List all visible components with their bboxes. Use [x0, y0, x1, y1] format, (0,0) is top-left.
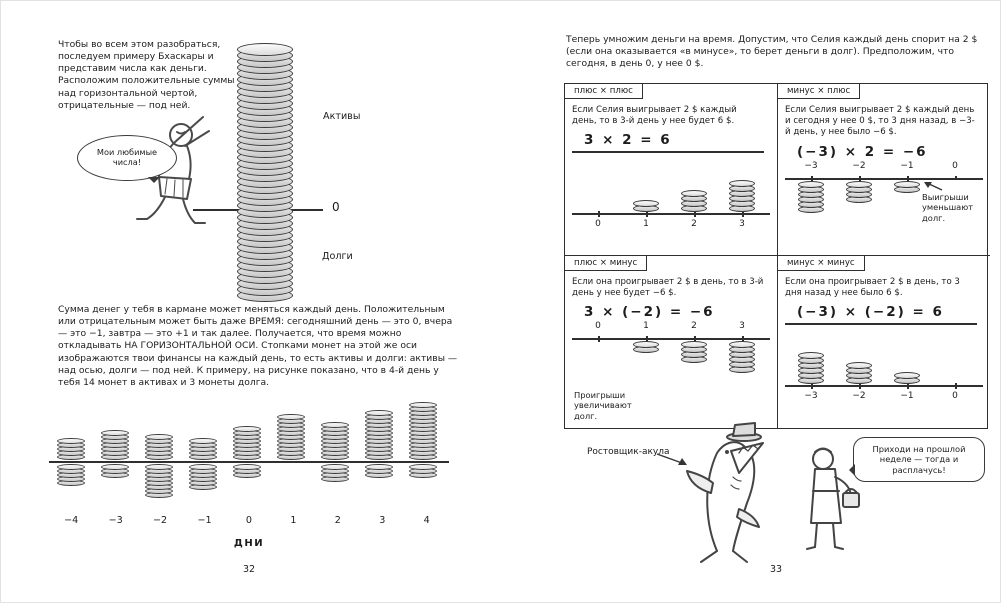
- days-coin-chart: [49, 397, 449, 505]
- tick-label: −2: [852, 391, 866, 402]
- tick-label: 3: [739, 219, 745, 230]
- tick-label: 0: [595, 219, 601, 230]
- coin-stack: [729, 180, 755, 212]
- axis-tick: [598, 211, 600, 217]
- coin-chart: [785, 327, 983, 405]
- equation: (−3) × (−2) = 6: [797, 304, 944, 321]
- tick-label: −1: [900, 391, 914, 402]
- panel-header-chip: [778, 84, 860, 99]
- panel-text: Если она проигрывает 2 $ в день, то 3 дня назад у нее было 6 $.: [785, 277, 960, 299]
- tick-label: 0: [952, 391, 958, 402]
- panel-header-chip: [565, 256, 647, 271]
- coin-stack: [237, 43, 293, 302]
- speech-bubble-debtor: [853, 437, 985, 482]
- day-tick-label: −4: [64, 515, 79, 526]
- coin-stack: [321, 464, 349, 482]
- days-axis-caption: ДНИ: [233, 538, 265, 549]
- coin-stack: [798, 352, 824, 384]
- panel-note: [574, 390, 652, 421]
- axis-tick: [598, 336, 600, 342]
- panel-header-text: минус × минус: [787, 258, 855, 268]
- panel-note: [922, 180, 984, 223]
- tick-label: 2: [691, 219, 697, 230]
- equation-underline: [785, 323, 977, 325]
- coin-stack: [409, 402, 437, 460]
- page-number-32: 32: [242, 564, 256, 575]
- assets-label: Активы: [323, 111, 361, 122]
- panel-text: Если Селия выигрывает 2 $ каждый день и сегодня у нее 0 $, то 3 дня назад, в −3-й день, у нее было −6 $.: [785, 105, 975, 138]
- day-tick-label: 0: [245, 515, 253, 526]
- coin-stack: [277, 414, 305, 460]
- left-intro-paragraph: Чтобы во всем этом разобраться, последуем примеру Бхаскары и представим числа как деньги. Расположим положительные суммы над горизонтальной чертой, отрицательные — под ней.: [58, 39, 235, 111]
- equation: 3 × 2 = 6: [584, 132, 672, 149]
- coin-stack: [365, 410, 393, 460]
- time-axis: [785, 385, 983, 387]
- debts-label: Долги: [322, 251, 353, 262]
- panel-note-text: Проигрыши увеличивают долг.: [574, 389, 632, 421]
- coin-stack: [189, 464, 217, 490]
- coin-stack: [846, 362, 872, 384]
- coin-stack: [633, 341, 659, 353]
- coin-stack: [846, 181, 872, 203]
- panel-text: Если Селия выигрывает 2 $ каждый день, то в 3-й день у нее будет 6 $.: [572, 105, 737, 127]
- coin-stack: [633, 200, 659, 212]
- day-tick-label: 2: [334, 515, 341, 526]
- panel-header-text: плюс × минус: [574, 258, 638, 268]
- equation: 3 × (−2) = −6: [584, 304, 715, 321]
- axis-tick: [955, 383, 957, 389]
- tick-label: 0: [952, 160, 958, 171]
- shark-caption: Ростовщик-акула: [587, 447, 670, 457]
- coin-chart: [572, 155, 770, 233]
- day-tick-label: 4: [423, 515, 430, 526]
- panel-header-chip: [778, 256, 865, 271]
- coin-stack: [681, 190, 707, 212]
- equation-underline: [572, 151, 764, 153]
- coin-stack: [101, 430, 129, 460]
- day-tick-label: 1: [290, 515, 297, 526]
- panel-note-text: Выигрыши уменьшают долг.: [922, 191, 974, 223]
- note-arrow-icon: [922, 180, 944, 191]
- panel-header-text: плюс × плюс: [574, 86, 633, 96]
- coin-stack: [57, 464, 85, 486]
- tick-label: −1: [900, 160, 914, 171]
- tick-label: 1: [643, 219, 649, 230]
- coin-stack: [894, 372, 920, 384]
- multiplication-panel-grid: [564, 83, 988, 429]
- panel-header-chip: [565, 84, 643, 99]
- day-tick-label: −3: [108, 515, 123, 526]
- coin-stack: [798, 181, 824, 213]
- left-body-paragraph: Сумма денег у тебя в кармане может меняться каждый день. Положительным или отрицательным может быть даже ВРЕМЯ: сегодняшний день — это 0, вчера — это −1, завтра — это +1 и так далее. Получается, что время можно откладывать НА ГОРИЗОНТАЛЬНОЙ ОСИ. Стопками монет на этой же оси изображаются твои финансы на каждый день, то есть активы и долги: активы — над осью, долги — под ней. К примеру, на рисунке показано, что в 4-й день у тебя 14 монет в активах и 3 монеты долга.: [58, 304, 458, 388]
- day-tick-label: −2: [153, 515, 168, 526]
- speech-bubble-text: Мои любимые числа!: [96, 147, 158, 167]
- time-axis: [49, 461, 449, 463]
- zero-label: 0: [332, 200, 340, 214]
- big-coin-stack: [237, 43, 293, 302]
- speech-bubble-text: Приходи на прошлой неделе — тогда и расплачусь!: [872, 444, 966, 475]
- panel-plus-times-plus: [565, 84, 778, 256]
- coin-stack: [894, 181, 920, 193]
- coin-chart: [572, 322, 770, 400]
- tick-label: 2: [691, 321, 697, 332]
- coin-stack: [145, 464, 173, 498]
- tick-label: 1: [643, 321, 649, 332]
- tick-label: 0: [595, 321, 601, 332]
- panel-plus-times-minus: [565, 256, 778, 428]
- equation: (−3) × 2 = −6: [797, 143, 928, 160]
- coin-stack: [365, 464, 393, 478]
- panel-minus-times-plus: [778, 84, 990, 256]
- page-number-33: 33: [769, 564, 783, 575]
- day-tick-labels: [49, 515, 449, 526]
- coin-stack: [233, 426, 261, 460]
- tick-label: 3: [739, 321, 745, 332]
- coin-stack: [101, 464, 129, 478]
- tick-label: −3: [804, 160, 818, 171]
- coin-stack: [57, 438, 85, 460]
- panel-text: Если она проигрывает 2 $ в день, то в 3-й день у нее будет −6 $.: [572, 277, 764, 299]
- coin-stack: [409, 464, 437, 478]
- time-axis: [572, 213, 770, 215]
- day-tick-label: −1: [197, 515, 212, 526]
- coin-stack: [729, 341, 755, 373]
- panel-minus-times-minus: [778, 256, 990, 428]
- panel-header-text: минус × плюс: [787, 86, 851, 96]
- right-intro-paragraph: Теперь умножим деньги на время. Допустим, что Селия каждый день спорит на 2 $ (если она оказывается «в минусе», то берет деньги в долг). Предположим, что сегодня, в день 0, у нее 0 $.: [566, 34, 978, 70]
- tick-label: −3: [804, 391, 818, 402]
- day-tick-label: 3: [379, 515, 386, 526]
- loan-shark-illustration: [647, 421, 797, 563]
- speech-bubble-man: [77, 135, 177, 181]
- coin-stack: [145, 434, 173, 460]
- tick-label: −2: [852, 160, 866, 171]
- coin-stack: [321, 422, 349, 460]
- coin-stack: [233, 464, 261, 478]
- coin-stack: [681, 341, 707, 363]
- time-axis: [572, 338, 770, 340]
- coin-stack: [189, 438, 217, 460]
